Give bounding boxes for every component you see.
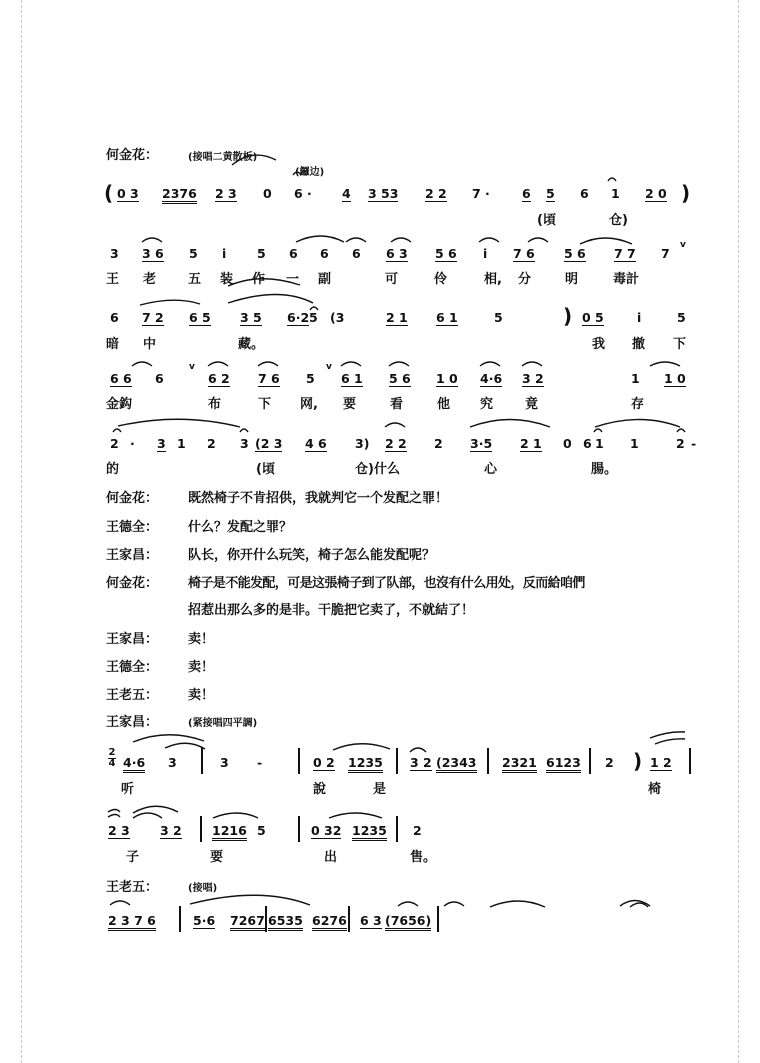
note: 6 2 xyxy=(208,371,230,386)
note: 2 1 xyxy=(520,436,542,451)
lyric: 伶 xyxy=(434,272,448,287)
lyric: 五 xyxy=(188,272,202,287)
note: 1 xyxy=(631,371,640,386)
lyric: 作 xyxy=(252,272,266,287)
lyric: 副 xyxy=(318,272,332,287)
lyric: (頃 xyxy=(537,213,556,228)
speaker-label: 王家昌： xyxy=(106,715,159,730)
close-paren: ) xyxy=(563,304,573,328)
lyric: 藏。 xyxy=(238,337,265,352)
note: 3 xyxy=(157,436,166,451)
close-paren: ) xyxy=(681,181,691,205)
lyric: 椅 xyxy=(648,782,662,797)
note: i xyxy=(637,310,642,325)
note: 0 xyxy=(263,186,272,201)
lyric: 毒計 xyxy=(613,272,640,287)
note: 7 6 xyxy=(513,246,535,261)
speaker-label: 王德全： xyxy=(106,660,159,675)
note: 7 xyxy=(661,246,670,261)
note: 5 xyxy=(257,823,266,838)
note: 3 6 xyxy=(142,246,164,261)
note: 6 1 xyxy=(436,310,458,325)
note: 6 5 xyxy=(189,310,211,325)
note: 5 xyxy=(189,246,198,261)
note: 6 xyxy=(320,246,329,261)
note: 2 3 7 6 xyxy=(108,913,156,931)
note: 2 1 xyxy=(386,310,408,325)
lyric: 明 xyxy=(565,272,579,287)
barline xyxy=(589,748,591,774)
lyric: 仓)什么 xyxy=(355,462,400,477)
lyric: 子 xyxy=(126,850,140,865)
note: 1216 xyxy=(212,823,247,841)
note: 3 2 xyxy=(522,371,544,386)
note: 6 xyxy=(522,186,531,201)
note: 4·6 xyxy=(480,371,503,386)
barline xyxy=(396,816,398,842)
time-signature xyxy=(108,748,116,769)
note: i xyxy=(483,246,488,261)
dialogue-line: 卖！ xyxy=(188,632,215,647)
lyric: 他 xyxy=(437,397,451,412)
note: 5 xyxy=(494,310,503,325)
note: - xyxy=(691,436,697,451)
barline xyxy=(298,816,300,842)
note: 2376 xyxy=(162,186,197,204)
note: 2 xyxy=(434,436,443,451)
barline xyxy=(348,906,350,932)
note: 1235 xyxy=(348,755,383,773)
note: 6 xyxy=(580,186,589,201)
note: 2 3 xyxy=(108,823,130,838)
note: 6535 xyxy=(268,913,303,931)
note: 3 5 xyxy=(240,310,262,325)
note: 6 xyxy=(583,436,592,451)
note: 6 · xyxy=(294,186,312,201)
note: 2 xyxy=(207,436,216,451)
time-sig-bottom: 4 xyxy=(108,758,116,769)
lyric: 售。 xyxy=(410,850,437,865)
note: 0 3 xyxy=(117,186,139,201)
note: 7 6 xyxy=(258,371,280,386)
note: 6 xyxy=(110,310,119,325)
note: 3 xyxy=(168,755,177,770)
note: 5 6 xyxy=(564,246,586,261)
speaker-label: 王老五： xyxy=(106,688,159,703)
barline xyxy=(437,906,439,932)
note: (3 xyxy=(330,310,345,325)
left-dashed-border xyxy=(21,0,22,1063)
lyric: 存 xyxy=(631,397,645,412)
speaker-label: 王家昌： xyxy=(106,548,159,563)
barline xyxy=(179,906,181,932)
speaker-label: 何金花： xyxy=(106,576,159,591)
barline xyxy=(396,748,398,774)
stage-direction: (接唱) xyxy=(188,883,218,894)
note: 0 5 xyxy=(582,310,604,325)
lyric: 下 xyxy=(673,337,687,352)
note: (2 3 xyxy=(255,436,283,451)
barline xyxy=(298,748,300,774)
note: 0 32 xyxy=(311,823,342,838)
note: 7 7 xyxy=(614,246,636,261)
lyric: 听 xyxy=(121,782,135,797)
lyric: 究 xyxy=(480,397,494,412)
note: 2 xyxy=(110,436,119,451)
breath-mark: v xyxy=(680,240,686,250)
stage-direction: (接唱二黄散板) xyxy=(188,152,258,163)
left-watermark-column xyxy=(0,0,20,1063)
lyric: (頃 xyxy=(256,462,275,477)
note: 1 xyxy=(630,436,639,451)
note: 1 xyxy=(177,436,186,451)
lyric: 装 xyxy=(220,272,234,287)
note: 5 6 xyxy=(389,371,411,386)
lyric: 的 xyxy=(106,462,120,477)
note: 6 xyxy=(289,246,298,261)
note: 6276 xyxy=(312,913,347,931)
annotation-mark: (鑼边) xyxy=(295,167,325,178)
note: 6 3 xyxy=(360,913,382,928)
barline xyxy=(200,816,202,842)
note: 5 xyxy=(306,371,315,386)
lyric: 分 xyxy=(518,272,532,287)
lyric: 撤 xyxy=(632,337,646,352)
note: (7656) xyxy=(385,913,431,931)
speaker-label: 王家昌： xyxy=(106,632,159,647)
note: 4·6 xyxy=(123,755,145,773)
dialogue-line: 椅子是不能发配，可是这張椅子到了队部，也沒有什么用处，反而給咱們 xyxy=(188,576,585,591)
note: 0 xyxy=(563,436,572,451)
note: 6 6 xyxy=(110,371,132,386)
breath-mark: v xyxy=(189,362,195,372)
note: 3 53 xyxy=(368,186,399,201)
note: 2 xyxy=(413,823,422,838)
lyric: 是 xyxy=(373,782,387,797)
right-dashed-border xyxy=(738,0,739,1063)
note: · xyxy=(130,436,135,451)
lyric: 竟 xyxy=(525,397,539,412)
right-watermark-column xyxy=(742,0,760,1063)
barline xyxy=(689,748,691,774)
lyric: 网, xyxy=(300,397,318,412)
barline xyxy=(265,906,267,932)
note: 6·2 xyxy=(287,310,310,325)
note: 4 xyxy=(342,186,351,201)
close-paren: ) xyxy=(633,749,643,773)
note: 3 2 xyxy=(410,755,432,770)
dialogue-line-continued: 招惹出那么多的是非。干脆把它卖了，不就結了！ xyxy=(188,603,475,618)
speaker-label: 王老五： xyxy=(106,880,159,895)
note: 5 xyxy=(546,186,555,201)
note: 1235 xyxy=(352,823,387,841)
note: 1 xyxy=(611,186,620,201)
lyric: 王 xyxy=(106,272,120,287)
note: 3·5 xyxy=(470,436,493,451)
barline xyxy=(201,748,203,774)
lyric: 暗 xyxy=(106,337,120,352)
note: 2 xyxy=(676,436,685,451)
barline xyxy=(487,748,489,774)
note: 6 1 xyxy=(341,371,363,386)
note: 3 xyxy=(110,246,119,261)
lyric: 布 xyxy=(208,397,222,412)
lyric: 仓) xyxy=(609,213,628,228)
speaker-label: 王德全： xyxy=(106,520,159,535)
lyric: 要 xyxy=(343,397,357,412)
note: 5 xyxy=(677,310,686,325)
lyric: 出 xyxy=(324,850,338,865)
speaker-label: 何金花： xyxy=(106,491,159,506)
note: 1 0 xyxy=(436,371,458,386)
dialogue-line: 队长，你开什么玩笑，椅子怎么能发配呢？ xyxy=(188,548,436,563)
dialogue-line: 什么？发配之罪？ xyxy=(188,520,293,535)
note: 5 xyxy=(309,310,318,325)
lyric: 老 xyxy=(143,272,157,287)
note: i xyxy=(222,246,227,261)
dialogue-line: 既然椅子不肯招供，我就判它一个发配之罪！ xyxy=(188,491,449,506)
note: 7 · xyxy=(472,186,490,201)
lyric: 說 xyxy=(313,782,327,797)
dialogue-line: 卖！ xyxy=(188,688,215,703)
lyric: 一 xyxy=(286,272,300,287)
note: 6 xyxy=(155,371,164,386)
note: 0 2 xyxy=(313,755,335,770)
lyric: 要 xyxy=(210,850,224,865)
note: 1 xyxy=(595,436,604,451)
open-paren: ( xyxy=(104,181,114,205)
stage-direction: (紧接唱四平調) xyxy=(188,718,258,729)
note: 6 3 xyxy=(386,246,408,261)
note: 3 xyxy=(240,436,249,451)
lyric: 可 xyxy=(385,272,399,287)
note: 3) xyxy=(355,436,370,451)
note: 2321 xyxy=(502,755,537,773)
note: 5 6 xyxy=(435,246,457,261)
note: 2 xyxy=(605,755,614,770)
lyric: 心 xyxy=(484,462,498,477)
lyric: 我 xyxy=(592,337,606,352)
dialogue-line: 卖！ xyxy=(188,660,215,675)
note: 1 0 xyxy=(664,371,686,386)
note: 6 xyxy=(352,246,361,261)
note: 4 6 xyxy=(305,436,327,451)
note: (2343 xyxy=(436,755,477,773)
note: 5·6 xyxy=(193,913,216,928)
note: 3 2 xyxy=(160,823,182,838)
time-sig-top: 2 xyxy=(108,747,116,758)
note: 1 2 xyxy=(650,755,672,770)
note: 7267 xyxy=(230,913,265,931)
speaker-label: 何金花： xyxy=(106,148,159,163)
note: 5 xyxy=(257,246,266,261)
note: - xyxy=(257,755,263,770)
note: 3 xyxy=(220,755,229,770)
lyric: 金鈎 xyxy=(106,397,133,412)
lyric: 下 xyxy=(258,397,272,412)
breath-mark: v xyxy=(326,362,332,372)
lyric: 看 xyxy=(390,397,404,412)
note: 2 3 xyxy=(215,186,237,201)
note: 2 2 xyxy=(425,186,447,201)
lyric: 腸。 xyxy=(591,462,618,477)
note: 2 2 xyxy=(385,436,407,451)
note: 7 2 xyxy=(142,310,164,325)
lyric: 中 xyxy=(143,337,157,352)
note: 6123 xyxy=(546,755,581,773)
note: 2 0 xyxy=(645,186,667,201)
lyric: 相, xyxy=(484,272,502,287)
